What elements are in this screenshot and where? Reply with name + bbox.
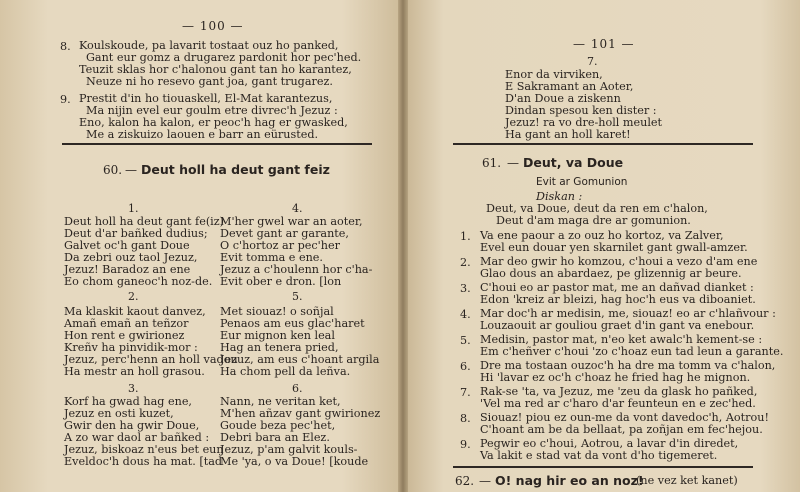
stanza-number: 8.	[60, 40, 71, 53]
verse-number: 1.	[128, 202, 139, 215]
verse-line: Hag an tenera pried,	[220, 341, 339, 354]
verse-line: Evit ober e dron. [lon	[220, 275, 342, 288]
verse-line: Glao dous an abardaez, pe glizennig ar beure.	[480, 267, 742, 280]
verse-line: Ha mestr an holl grasou.	[64, 365, 205, 378]
section-number: 61.	[482, 156, 502, 170]
verse-line: Va lakit e stad vat da vont d'ho tigemeret.	[480, 449, 718, 462]
section-subtitle: Evit ar Gomunion	[536, 176, 628, 188]
verse-line: Hon rent e gwirionez	[64, 329, 185, 342]
verse-line: Eur mignon ken leal	[220, 329, 335, 342]
stanza-8-line: Teuzit sklas hor c'halonou gant tan ho karantez,	[79, 63, 352, 76]
verse-number: 6.	[460, 360, 471, 373]
refrain-line: Deut d'am maga dre ar gomunion.	[496, 214, 691, 227]
verse-line: Jezuz, am eus c'hoant argila	[220, 353, 380, 366]
verse-line: Kreñv ha pinvidik-mor :	[64, 341, 198, 354]
verse-line: Me 'ya, o va Doue! [koude	[220, 455, 369, 468]
verse-line: M'her gwel war an aoter,	[220, 215, 363, 228]
verse-line: Jezuz en osti kuzet,	[64, 407, 174, 420]
verse-number: 2.	[128, 290, 139, 303]
verse-line: Evel eun douar yen skarnilet gant gwall-amzer.	[480, 241, 748, 254]
verse-line: Goude beza pec'het,	[220, 419, 336, 432]
verse-line: Rak-se 'ta, va Jezuz, me 'zeu da glask ho pañked,	[480, 385, 758, 398]
next-section-title: O! nag hir eo an noz!	[495, 473, 644, 488]
verse-line: Ha chom pell da leñva.	[220, 365, 351, 378]
verse-line: Jezuz a c'houlenn hor c'ha-	[220, 263, 373, 276]
refrain-label: Diskan :	[536, 190, 583, 203]
verse-number: 6.	[292, 382, 303, 395]
stanza-8-line: Gant eur gomz a drugarez pardonit hor pec'hed.	[86, 51, 362, 64]
verse-line: Ha gant an holl karet!	[505, 128, 631, 141]
verse-line: Eo chom ganeoc'h noz-de.	[64, 275, 213, 288]
verse-line: Met siouaz! o soñjal	[220, 305, 334, 318]
verse-line: Enor da virviken,	[505, 68, 603, 81]
section-dash: —	[125, 163, 137, 177]
section-rule	[453, 466, 753, 468]
verse-line: Edon 'kreiz ar bleizi, hag hoc'h eus va diboaniet.	[480, 293, 756, 306]
verse-line: Mar deo gwir ho komzou, c'houi a vezo d'am ene	[480, 255, 758, 268]
verse-line: Deut d'ar bañked dudius;	[64, 227, 208, 240]
verse-line: Jezuz, biskoaz n'eus bet eun	[64, 443, 224, 456]
verse-line: Nann, ne veritan ket,	[220, 395, 341, 408]
verse-line: Dindan spesou ken dister :	[505, 104, 657, 117]
verse-line: Va ene paour a zo ouz ho kortoz, va Zalver,	[480, 229, 724, 242]
verse-number: 5.	[460, 334, 471, 347]
section-rule	[453, 143, 753, 145]
verse-line: Jezuz, p'am galvit kouls-	[220, 443, 358, 456]
verse-number: 7.	[460, 386, 471, 399]
verse-line: Ma klaskit kaout danvez,	[64, 305, 206, 318]
verse-line: M'hen añzav gant gwirionez	[220, 407, 381, 420]
verse-number: 1.	[460, 230, 471, 243]
page-number-left: — 100 —	[182, 19, 244, 33]
verse-line: Devet gant ar garante,	[220, 227, 349, 240]
verse-line: A zo war daol ar bañked :	[64, 431, 210, 444]
verse-line: Debri bara an Elez.	[220, 431, 330, 444]
stanza-8-line: Neuze ni ho resevo gant joa, gant trugarez.	[86, 75, 333, 88]
stanza-9-line: Me a ziskuizo laouen e barr an eürusted.	[86, 128, 319, 141]
page-number-right: — 101 —	[573, 37, 635, 51]
stanza-9-line: Ma nijin evel eur goulm etre divrec'h Jezuz :	[86, 104, 338, 117]
verse-line: Mar doc'h ar medisin, me, siouaz! eo ar c'hlañvour :	[480, 307, 776, 320]
book-gutter	[398, 0, 408, 492]
section-rule	[62, 143, 372, 145]
verse-number: 8.	[460, 412, 471, 425]
section-title: Deut, va Doue	[523, 155, 624, 170]
next-section-note: (ne vez ket kanet)	[636, 474, 738, 487]
verse-line: 'Vel ma red ar c'haro d'ar feunteun en e zec'hed.	[480, 397, 756, 410]
verse-number: 3.	[128, 382, 139, 395]
verse-line: Evit tomma e ene.	[220, 251, 323, 264]
verse-line: Jezuz, perc'henn an holl vadou	[64, 353, 238, 366]
verse-number: 3.	[460, 282, 471, 295]
verse-number: 9.	[460, 438, 471, 451]
verse-line: Amañ emañ an teñzor	[64, 317, 189, 330]
verse-line: Hi 'lavar ez oc'h c'hoaz he fried hag he mignon.	[480, 371, 751, 384]
verse-number: 4.	[460, 308, 471, 321]
verse-number: 7.	[587, 55, 598, 68]
verse-line: Korf ha gwad hag ene,	[64, 395, 192, 408]
verse-number: 2.	[460, 256, 471, 269]
verse-number: 4.	[292, 202, 303, 215]
verse-line: C'hoant am be da bellaat, pa zoñjan em fec'hejou.	[480, 423, 763, 436]
section-dash: —	[479, 474, 491, 488]
verse-line: Penaos am eus glac'haret	[220, 317, 365, 330]
verse-line: Louzaouit ar gouliou graet d'in gant va enebour.	[480, 319, 755, 332]
section-number: 60.	[103, 163, 123, 177]
verse-line: Pegwir eo c'houi, Aotrou, a lavar d'in diredet,	[480, 437, 739, 450]
verse-number: 5.	[292, 290, 303, 303]
verse-line: E Sakramant an Aoter,	[505, 80, 634, 93]
section-dash: —	[507, 156, 519, 170]
stanza-number: 9.	[60, 93, 71, 106]
stanza-8-line: Koulskoude, pa lavarit tostaat ouz ho panked,	[79, 39, 339, 52]
verse-line: Jezuz! Baradoz an ene	[64, 263, 191, 276]
verse-line: Siouaz! piou ez oun-me da vont davedoc'h, Aotrou!	[480, 411, 769, 424]
stanza-9-line: Eno, kalon ha kalon, er peoc'h hag er gwasked,	[79, 116, 348, 129]
stanza-9-line: Prestit d'in ho tiouaskell, El-Mat karantezus,	[79, 92, 333, 105]
section-title: Deut holl ha deut gant feiz	[141, 162, 330, 177]
verse-line: Da zebri ouz taol Jezuz,	[64, 251, 198, 264]
refrain-line: Deut, va Doue, deut da ren em c'halon,	[486, 202, 708, 215]
verse-line: Eveldoc'h dous ha mat. [tad	[64, 455, 223, 468]
verse-line: Jezuz! ra vo dre-holl meulet	[505, 116, 663, 129]
verse-line: Medisin, pastor mat, n'eo ket awalc'h kement-se :	[480, 333, 763, 346]
verse-line: D'an Doue a ziskenn	[505, 92, 621, 105]
verse-line: Deut holl ha deut gant fe(iz)	[64, 215, 225, 228]
verse-line: O c'hortoz ar pec'her	[220, 239, 340, 252]
verse-line: C'houi eo ar pastor mat, me an dañvad dianket :	[480, 281, 754, 294]
verse-line: Galvet oc'h gant Doue	[64, 239, 190, 252]
verse-line: Em c'heñver c'houi 'zo c'hoaz eun tad leun a garante.	[480, 345, 784, 358]
verse-line: Gwir den ha gwir Doue,	[64, 419, 200, 432]
verse-line: Dre ma tostaan ouzoc'h ha dre ma tomm va c'halon,	[480, 359, 776, 372]
section-number: 62.	[455, 474, 475, 488]
